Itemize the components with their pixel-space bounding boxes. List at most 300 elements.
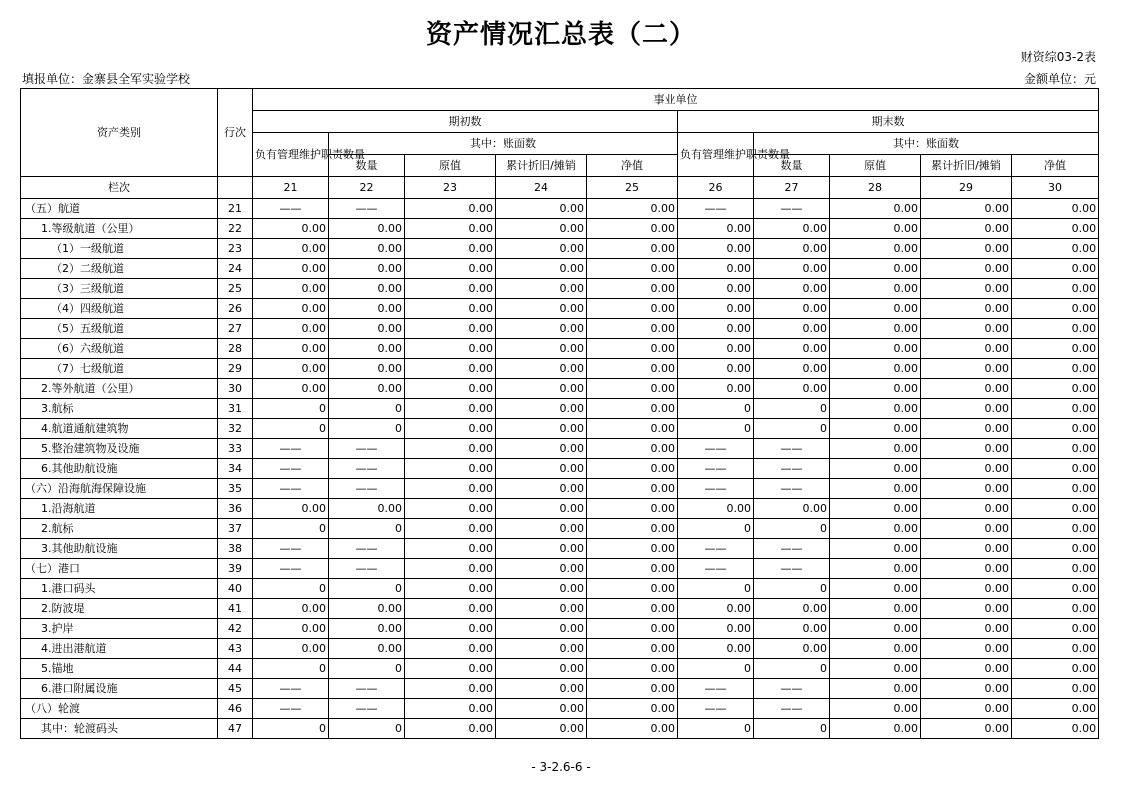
cell-value: —— xyxy=(329,699,405,719)
column-number: 29 xyxy=(921,177,1012,199)
cell-value: 0.00 xyxy=(921,519,1012,539)
cell-value: 0.00 xyxy=(754,259,830,279)
cell-value: 0 xyxy=(678,719,754,739)
cell-value: 0.00 xyxy=(830,439,921,459)
cell-value: 0.00 xyxy=(405,399,496,419)
table-row xyxy=(21,579,1099,599)
cell-value: 0.00 xyxy=(754,219,830,239)
row-number: 24 xyxy=(218,259,253,279)
cell-value: 0 xyxy=(754,519,830,539)
cell-value: 0.00 xyxy=(754,239,830,259)
cell-value: 0.00 xyxy=(1012,639,1099,659)
cell-value: 0.00 xyxy=(921,339,1012,359)
table-row xyxy=(21,539,1099,559)
cell-value: 0.00 xyxy=(587,539,678,559)
cell-value: —— xyxy=(329,559,405,579)
cell-value: 0.00 xyxy=(921,499,1012,519)
row-number: 43 xyxy=(218,639,253,659)
reporting-unit: 填报单位：金寨县全军实验学校 xyxy=(22,72,191,86)
cell-value: 0.00 xyxy=(754,599,830,619)
cell-value: 0.00 xyxy=(830,639,921,659)
cell-value: 0.00 xyxy=(405,719,496,739)
cell-value: 0.00 xyxy=(496,539,587,559)
cell-value: 0.00 xyxy=(587,299,678,319)
cell-value: 0 xyxy=(754,719,830,739)
header-qty: 数量 xyxy=(754,155,830,177)
cell-value: —— xyxy=(329,539,405,559)
cell-value: 0.00 xyxy=(830,479,921,499)
row-category: （2）二级航道 xyxy=(21,259,218,279)
row-category: （5）五级航道 xyxy=(21,319,218,339)
cell-value: 0.00 xyxy=(754,639,830,659)
cell-value: 0.00 xyxy=(329,639,405,659)
cell-value: —— xyxy=(329,479,405,499)
row-number: 21 xyxy=(218,199,253,219)
cell-value: —— xyxy=(329,199,405,219)
cell-value: 0.00 xyxy=(496,559,587,579)
cell-value: —— xyxy=(754,459,830,479)
row-category: （1）一级航道 xyxy=(21,239,218,259)
cell-value: 0.00 xyxy=(587,639,678,659)
table-row xyxy=(21,699,1099,719)
cell-value: 0.00 xyxy=(329,259,405,279)
table-row xyxy=(21,479,1099,499)
row-category: 6.港口附属设施 xyxy=(21,679,218,699)
cell-value: 0.00 xyxy=(921,659,1012,679)
cell-value: 0.00 xyxy=(405,279,496,299)
row-number: 22 xyxy=(218,219,253,239)
cell-value: 0.00 xyxy=(405,419,496,439)
cell-value: 0.00 xyxy=(496,699,587,719)
cell-value: 0.00 xyxy=(253,259,329,279)
cell-value: 0.00 xyxy=(405,439,496,459)
cell-value: 0.00 xyxy=(678,279,754,299)
row-category: 4.航道通航建筑物 xyxy=(21,419,218,439)
cell-value: 0.00 xyxy=(1012,259,1099,279)
header-qty: 数量 xyxy=(329,155,405,177)
cell-value: 0.00 xyxy=(921,199,1012,219)
cell-value: —— xyxy=(678,699,754,719)
cell-value: 0.00 xyxy=(754,279,830,299)
table-row xyxy=(21,299,1099,319)
cell-value: 0.00 xyxy=(921,479,1012,499)
cell-value: 0 xyxy=(678,579,754,599)
cell-value: 0.00 xyxy=(496,219,587,239)
cell-value: 0.00 xyxy=(830,219,921,239)
cell-value: 0.00 xyxy=(830,419,921,439)
table-row xyxy=(21,679,1099,699)
cell-value: —— xyxy=(754,539,830,559)
cell-value: 0.00 xyxy=(830,399,921,419)
cell-value: 0.00 xyxy=(587,499,678,519)
table-row xyxy=(21,239,1099,259)
cell-value: —— xyxy=(678,459,754,479)
cell-value: 0.00 xyxy=(830,319,921,339)
row-category: 2.航标 xyxy=(21,519,218,539)
table-row xyxy=(21,199,1099,219)
cell-value: —— xyxy=(253,539,329,559)
cell-value: 0.00 xyxy=(253,639,329,659)
cell-value: 0.00 xyxy=(921,239,1012,259)
cell-value: 0.00 xyxy=(253,239,329,259)
table-row xyxy=(21,379,1099,399)
cell-value: 0.00 xyxy=(587,379,678,399)
cell-value: 0.00 xyxy=(587,339,678,359)
cell-value: 0.00 xyxy=(921,399,1012,419)
row-number: 47 xyxy=(218,719,253,739)
row-category: 1.等级航道（公里） xyxy=(21,219,218,239)
cell-value: —— xyxy=(253,199,329,219)
cell-value: —— xyxy=(253,459,329,479)
cell-value: 0.00 xyxy=(329,499,405,519)
cell-value: 0.00 xyxy=(1012,299,1099,319)
cell-value: 0.00 xyxy=(1012,619,1099,639)
cell-value: 0.00 xyxy=(329,339,405,359)
cell-value: 0.00 xyxy=(405,679,496,699)
header-book-end: 其中：账面数 xyxy=(754,133,1099,155)
table-row xyxy=(21,359,1099,379)
cell-value: 0.00 xyxy=(1012,559,1099,579)
row-number: 38 xyxy=(218,539,253,559)
cell-value: 0.00 xyxy=(405,239,496,259)
cell-value: 0.00 xyxy=(405,599,496,619)
row-category: （五）航道 xyxy=(21,199,218,219)
cell-value: 0.00 xyxy=(329,219,405,239)
cell-value: 0.00 xyxy=(496,279,587,299)
cell-value: 0.00 xyxy=(496,399,587,419)
cell-value: 0.00 xyxy=(1012,599,1099,619)
cell-value: 0 xyxy=(754,399,830,419)
cell-value: 0.00 xyxy=(496,339,587,359)
row-category: 其中：轮渡码头 xyxy=(21,719,218,739)
cell-value: 0.00 xyxy=(921,599,1012,619)
cell-value: 0.00 xyxy=(496,359,587,379)
cell-value: 0 xyxy=(678,399,754,419)
cell-value: 0.00 xyxy=(754,299,830,319)
row-category: （六）沿海航海保障设施 xyxy=(21,479,218,499)
row-number: 26 xyxy=(218,299,253,319)
cell-value: —— xyxy=(253,699,329,719)
column-number: 23 xyxy=(405,177,496,199)
cell-value: 0.00 xyxy=(830,279,921,299)
cell-value: 0.00 xyxy=(830,699,921,719)
table-row xyxy=(21,319,1099,339)
row-category: 5.整治建筑物及设施 xyxy=(21,439,218,459)
cell-value: 0 xyxy=(253,419,329,439)
cell-value: 0.00 xyxy=(329,359,405,379)
cell-value: 0.00 xyxy=(405,619,496,639)
row-number: 34 xyxy=(218,459,253,479)
row-category: （7）七级航道 xyxy=(21,359,218,379)
row-number: 46 xyxy=(218,699,253,719)
cell-value: 0.00 xyxy=(405,359,496,379)
cell-value: 0.00 xyxy=(1012,379,1099,399)
row-number: 37 xyxy=(218,519,253,539)
row-category: 1.港口码头 xyxy=(21,579,218,599)
cell-value: 0.00 xyxy=(253,339,329,359)
row-category: 4.进出港航道 xyxy=(21,639,218,659)
cell-value: 0.00 xyxy=(587,679,678,699)
cell-value: 0.00 xyxy=(921,219,1012,239)
cell-value: 0.00 xyxy=(921,359,1012,379)
cell-value: 0.00 xyxy=(830,659,921,679)
cell-value: 0 xyxy=(754,419,830,439)
cell-value: 0.00 xyxy=(587,219,678,239)
cell-value: 0.00 xyxy=(329,279,405,299)
cell-value: 0.00 xyxy=(405,379,496,399)
cell-value: 0.00 xyxy=(1012,499,1099,519)
row-number: 28 xyxy=(218,339,253,359)
cell-value: 0.00 xyxy=(830,679,921,699)
cell-value: 0.00 xyxy=(496,439,587,459)
cell-value: 0.00 xyxy=(253,299,329,319)
table-row xyxy=(21,619,1099,639)
table-row xyxy=(21,279,1099,299)
cell-value: 0.00 xyxy=(496,379,587,399)
cell-value: —— xyxy=(678,539,754,559)
cell-value: 0.00 xyxy=(496,199,587,219)
cell-value: —— xyxy=(754,199,830,219)
cell-value: 0.00 xyxy=(253,379,329,399)
cell-value: 0.00 xyxy=(405,259,496,279)
cell-value: 0.00 xyxy=(678,239,754,259)
row-category: （6）六级航道 xyxy=(21,339,218,359)
cell-value: 0 xyxy=(754,659,830,679)
cell-value: 0.00 xyxy=(921,279,1012,299)
cell-value: 0.00 xyxy=(830,339,921,359)
cell-value: 0.00 xyxy=(1012,699,1099,719)
cell-value: 0.00 xyxy=(587,259,678,279)
header-maintain-qty-end: 负有管理维护职责数量 xyxy=(678,133,754,177)
header-original: 原值 xyxy=(830,155,921,177)
cell-value: 0 xyxy=(329,419,405,439)
cell-value: 0.00 xyxy=(405,559,496,579)
row-number: 44 xyxy=(218,659,253,679)
row-number: 29 xyxy=(218,359,253,379)
table-row xyxy=(21,499,1099,519)
table-row xyxy=(21,339,1099,359)
cell-value: 0.00 xyxy=(754,359,830,379)
cell-value: 0.00 xyxy=(1012,399,1099,419)
row-number: 33 xyxy=(218,439,253,459)
cell-value: 0.00 xyxy=(587,199,678,219)
cell-value: —— xyxy=(754,679,830,699)
cell-value: 0.00 xyxy=(587,579,678,599)
column-number: 22 xyxy=(329,177,405,199)
cell-value: 0.00 xyxy=(587,659,678,679)
cell-value: 0.00 xyxy=(921,319,1012,339)
row-number: 42 xyxy=(218,619,253,639)
row-category: 5.锚地 xyxy=(21,659,218,679)
table-row xyxy=(21,419,1099,439)
cell-value: 0.00 xyxy=(496,579,587,599)
cell-value: 0.00 xyxy=(329,619,405,639)
cell-value: 0.00 xyxy=(405,219,496,239)
cell-value: 0 xyxy=(678,419,754,439)
cell-value: 0.00 xyxy=(754,379,830,399)
header-row-no: 行次 xyxy=(218,89,253,177)
table-row xyxy=(21,559,1099,579)
row-category: （3）三级航道 xyxy=(21,279,218,299)
cell-value: 0.00 xyxy=(1012,539,1099,559)
row-number: 27 xyxy=(218,319,253,339)
cell-value: —— xyxy=(253,679,329,699)
cell-value: 0.00 xyxy=(921,579,1012,599)
header-period-end: 期末数 xyxy=(678,111,1099,133)
cell-value: 0.00 xyxy=(587,719,678,739)
cell-value: 0.00 xyxy=(1012,359,1099,379)
cell-value: 0.00 xyxy=(754,319,830,339)
cell-value: 0.00 xyxy=(678,359,754,379)
cell-value: 0.00 xyxy=(1012,339,1099,359)
cell-value: —— xyxy=(754,559,830,579)
table-row xyxy=(21,439,1099,459)
row-number: 31 xyxy=(218,399,253,419)
cell-value: 0.00 xyxy=(921,619,1012,639)
cell-value: —— xyxy=(678,199,754,219)
row-number: 39 xyxy=(218,559,253,579)
cell-value: 0.00 xyxy=(678,619,754,639)
row-number: 32 xyxy=(218,419,253,439)
cell-value: 0.00 xyxy=(405,639,496,659)
cell-value: 0.00 xyxy=(253,599,329,619)
cell-value: 0.00 xyxy=(678,339,754,359)
cell-value: —— xyxy=(678,679,754,699)
cell-value: —— xyxy=(678,479,754,499)
cell-value: 0.00 xyxy=(678,499,754,519)
cell-value: 0 xyxy=(329,659,405,679)
cell-value: 0 xyxy=(754,579,830,599)
cell-value: —— xyxy=(754,699,830,719)
cell-value: 0.00 xyxy=(678,299,754,319)
cell-value: 0 xyxy=(253,579,329,599)
cell-value: 0.00 xyxy=(496,299,587,319)
cell-value: 0.00 xyxy=(587,239,678,259)
cell-value: 0.00 xyxy=(1012,199,1099,219)
row-category: （4）四级航道 xyxy=(21,299,218,319)
cell-value: 0 xyxy=(253,399,329,419)
column-number: 26 xyxy=(678,177,754,199)
row-category: （八）轮渡 xyxy=(21,699,218,719)
cell-value: 0.00 xyxy=(1012,419,1099,439)
cell-value: 0.00 xyxy=(587,279,678,299)
column-number: 30 xyxy=(1012,177,1099,199)
cell-value: 0.00 xyxy=(921,559,1012,579)
cell-value: 0.00 xyxy=(921,299,1012,319)
cell-value: 0.00 xyxy=(587,319,678,339)
column-number: 28 xyxy=(830,177,921,199)
table-row xyxy=(21,659,1099,679)
cell-value: 0.00 xyxy=(405,199,496,219)
cell-value: 0.00 xyxy=(405,479,496,499)
header-row-no-blank xyxy=(218,177,253,199)
row-category: 3.护岸 xyxy=(21,619,218,639)
cell-value: —— xyxy=(329,439,405,459)
cell-value: 0.00 xyxy=(253,219,329,239)
cell-value: 0.00 xyxy=(1012,519,1099,539)
cell-value: 0.00 xyxy=(1012,279,1099,299)
cell-value: 0.00 xyxy=(253,499,329,519)
cell-value: 0.00 xyxy=(921,439,1012,459)
cell-value: 0.00 xyxy=(678,259,754,279)
cell-value: 0.00 xyxy=(496,719,587,739)
cell-value: —— xyxy=(329,459,405,479)
cell-value: 0.00 xyxy=(754,619,830,639)
cell-value: 0.00 xyxy=(830,539,921,559)
cell-value: 0.00 xyxy=(496,599,587,619)
cell-value: 0.00 xyxy=(921,419,1012,439)
cell-value: 0.00 xyxy=(587,459,678,479)
cell-value: 0.00 xyxy=(1012,659,1099,679)
cell-value: 0.00 xyxy=(1012,579,1099,599)
cell-value: 0.00 xyxy=(921,699,1012,719)
cell-value: 0.00 xyxy=(587,419,678,439)
cell-value: 0.00 xyxy=(496,319,587,339)
row-category: 3.其他助航设施 xyxy=(21,539,218,559)
cell-value: 0.00 xyxy=(405,319,496,339)
header-book-begin: 其中：账面数 xyxy=(329,133,678,155)
cell-value: 0.00 xyxy=(496,639,587,659)
cell-value: 0.00 xyxy=(1012,479,1099,499)
table-row xyxy=(21,219,1099,239)
cell-value: 0 xyxy=(678,659,754,679)
cell-value: 0.00 xyxy=(329,239,405,259)
cell-value: 0.00 xyxy=(830,719,921,739)
cell-value: 0.00 xyxy=(830,559,921,579)
report-title: 资产情况汇总表（二） xyxy=(425,20,696,50)
cell-value: —— xyxy=(253,479,329,499)
cell-value: 0.00 xyxy=(329,299,405,319)
cell-value: —— xyxy=(754,439,830,459)
row-category: 3.航标 xyxy=(21,399,218,419)
cell-value: 0.00 xyxy=(587,399,678,419)
cell-value: 0.00 xyxy=(921,639,1012,659)
cell-value: 0.00 xyxy=(253,319,329,339)
cell-value: 0.00 xyxy=(587,359,678,379)
cell-value: 0.00 xyxy=(405,519,496,539)
cell-value: 0.00 xyxy=(496,459,587,479)
row-category: （七）港口 xyxy=(21,559,218,579)
row-category: 6.其他助航设施 xyxy=(21,459,218,479)
cell-value: 0.00 xyxy=(678,599,754,619)
column-number: 25 xyxy=(587,177,678,199)
cell-value: —— xyxy=(678,559,754,579)
cell-value: 0.00 xyxy=(329,379,405,399)
cell-value: —— xyxy=(253,559,329,579)
header-period-begin: 期初数 xyxy=(253,111,678,133)
page-number: - 3-2.6-6 - xyxy=(531,760,591,774)
cell-value: 0.00 xyxy=(1012,679,1099,699)
cell-value: 0.00 xyxy=(830,379,921,399)
cell-value: 0.00 xyxy=(405,339,496,359)
cell-value: —— xyxy=(754,479,830,499)
cell-value: 0.00 xyxy=(496,259,587,279)
cell-value: 0 xyxy=(329,399,405,419)
table-row xyxy=(21,599,1099,619)
row-number: 36 xyxy=(218,499,253,519)
cell-value: 0.00 xyxy=(405,459,496,479)
header-group: 事业单位 xyxy=(253,89,1099,111)
cell-value: 0.00 xyxy=(587,519,678,539)
cell-value: 0.00 xyxy=(921,459,1012,479)
header-asset-category: 资产类别 xyxy=(21,89,218,177)
cell-value: 0.00 xyxy=(329,319,405,339)
cell-value: 0 xyxy=(253,519,329,539)
row-number: 35 xyxy=(218,479,253,499)
header-maintain-qty-begin: 负有管理维护职责数量 xyxy=(253,133,329,177)
cell-value: 0.00 xyxy=(921,379,1012,399)
cell-value: 0.00 xyxy=(678,639,754,659)
